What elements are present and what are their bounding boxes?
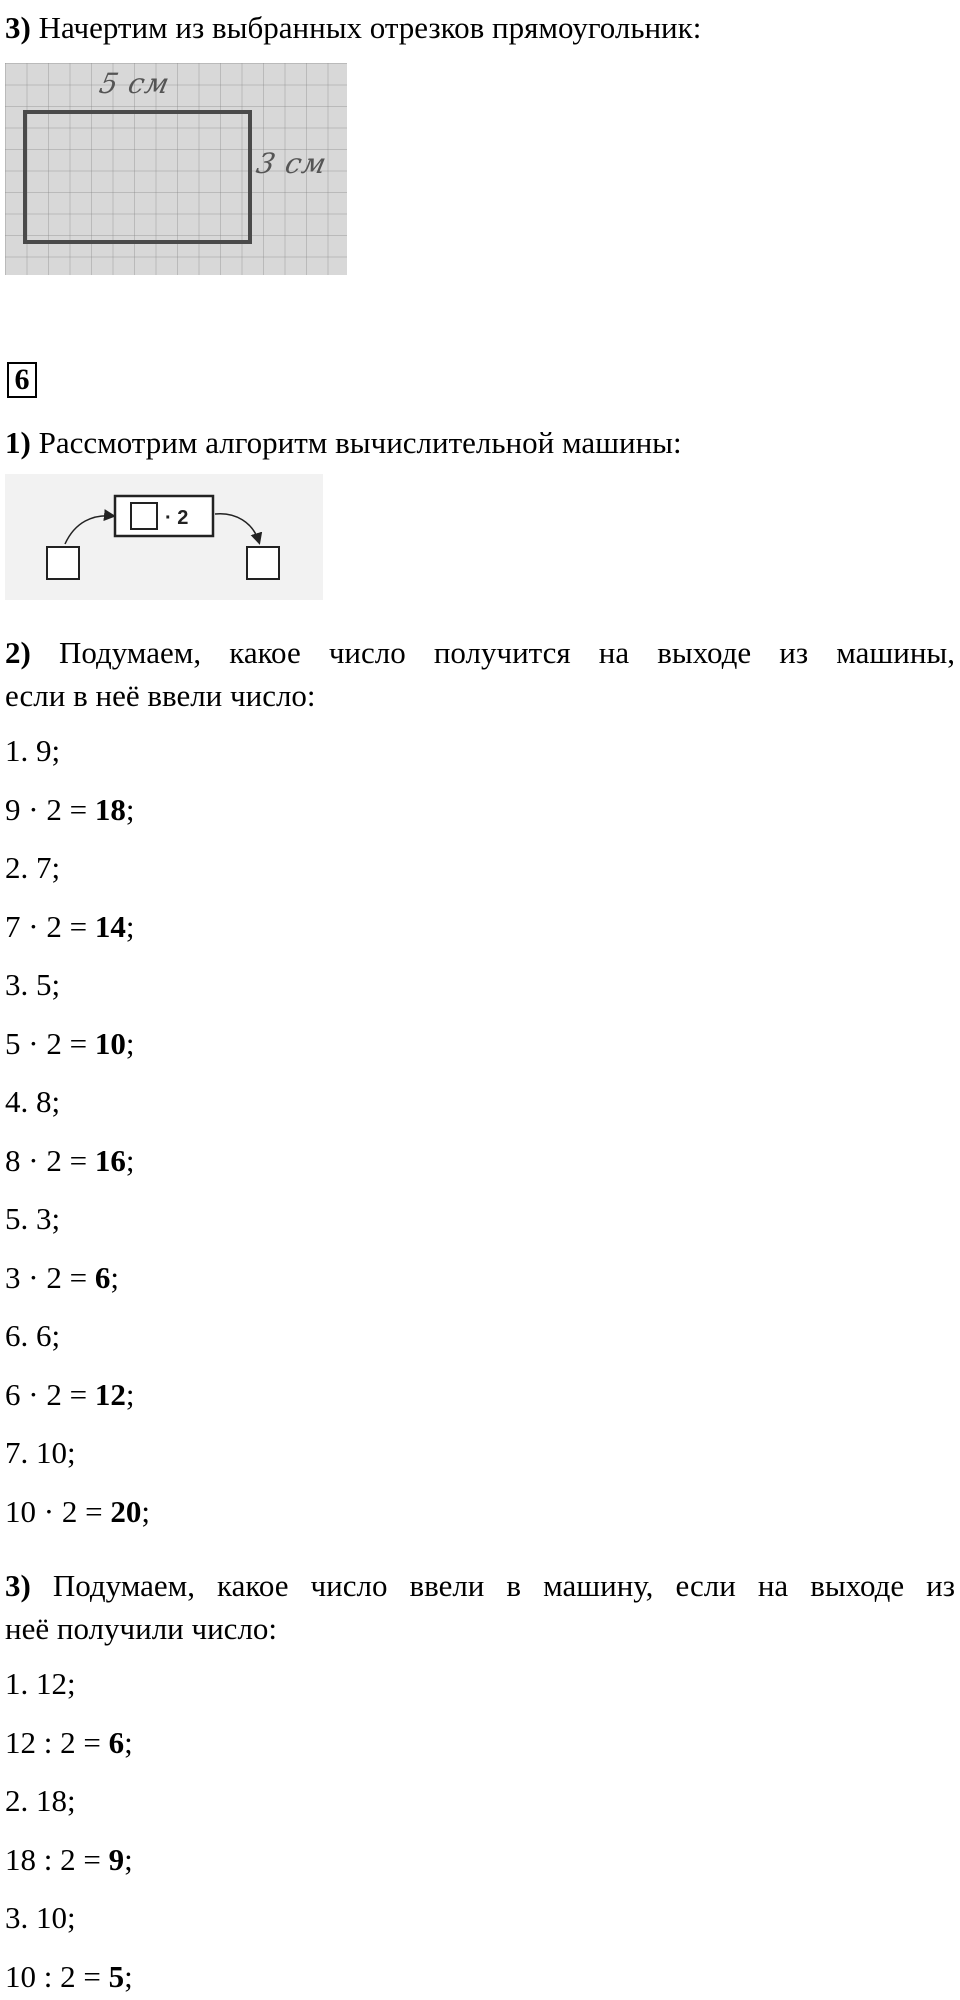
equation-result: 12	[94, 1376, 126, 1412]
machine-operator: · 2	[165, 507, 189, 529]
equation-result: 16	[94, 1142, 126, 1178]
machine-box	[115, 496, 213, 536]
item-number: 1)	[5, 425, 31, 460]
equation-result: 6	[94, 1259, 111, 1295]
rect-length-label: 5 см	[96, 67, 174, 100]
equation-result: 18	[94, 791, 126, 827]
equation-expression: 7 · 2 =	[5, 908, 95, 944]
rect-width-label: 3 см	[253, 147, 331, 180]
equation-expression: 5 · 2 =	[5, 1025, 95, 1061]
equation-result: 20	[110, 1493, 142, 1529]
machine-svg	[5, 474, 323, 600]
equation-line	[5, 1259, 119, 1295]
equation-expression: 9 · 2 =	[5, 791, 95, 827]
equation-line	[5, 791, 135, 827]
equation-result: 10	[94, 1025, 126, 1061]
part-3-heading-line-1	[5, 1570, 955, 1601]
equation-end: ;	[124, 1958, 133, 1994]
equation-line	[5, 1376, 135, 1412]
item-number: 3)	[5, 1568, 31, 1603]
equation-expression: 18 : 2 =	[5, 1841, 109, 1877]
equation-expression: 10 · 2 =	[5, 1493, 111, 1529]
equation-line	[5, 1025, 135, 1061]
section-3-intro	[5, 12, 701, 43]
equation-end: ;	[110, 1259, 119, 1295]
equation-result: 6	[108, 1724, 125, 1760]
equation-result: 9	[108, 1841, 125, 1877]
output-arrow	[215, 514, 259, 542]
part-2-text-line-1: Подумаем, какое число получится на выходе из машины,	[58, 635, 955, 670]
part-2-heading-line-2: если в неё ввели число:	[5, 678, 316, 713]
part-3-heading-line-2: неё получили число:	[5, 1611, 278, 1646]
part-2-heading-line-1	[5, 637, 955, 668]
part-3-text-line-1: Подумаем, какое число ввели в машину, если на выходе из	[52, 1568, 956, 1603]
intro-text: Начертим из выбранных отрезков прямоугольник:	[38, 10, 702, 45]
input-value-line: 7. 10;	[5, 1435, 76, 1470]
equation-end: ;	[125, 1142, 135, 1178]
equation-result: 5	[108, 1958, 125, 1994]
equation-result: 14	[94, 908, 126, 944]
input-value-line: 5. 3;	[5, 1201, 61, 1236]
output-box	[247, 547, 279, 579]
item-number: 2)	[5, 635, 31, 670]
part-1-text: Рассмотрим алгоритм вычислительной машины:	[38, 425, 682, 460]
input-arrow	[65, 516, 113, 544]
equation-line	[5, 1493, 150, 1529]
equation-end: ;	[125, 1025, 135, 1061]
machine-placeholder-square	[131, 503, 157, 529]
equation-line	[5, 908, 135, 944]
equation-expression: 10 : 2 =	[5, 1958, 109, 1994]
task-number-box: 6	[7, 362, 37, 398]
grid-paper-rectangle-image	[5, 63, 347, 275]
input-value-line: 2. 18;	[5, 1783, 76, 1818]
computing-machine-diagram	[5, 474, 323, 600]
equation-expression: 6 · 2 =	[5, 1376, 95, 1412]
equation-end: ;	[141, 1493, 150, 1529]
drawn-rectangle	[23, 110, 252, 244]
equation-end: ;	[124, 1841, 133, 1877]
equation-line	[5, 1142, 135, 1178]
equation-end: ;	[124, 1724, 133, 1760]
input-value-line: 3. 10;	[5, 1900, 76, 1935]
equation-end: ;	[125, 791, 135, 827]
equation-end: ;	[125, 908, 135, 944]
equation-line	[5, 1958, 133, 1994]
input-value-line: 3. 5;	[5, 967, 61, 1002]
equation-expression: 12 : 2 =	[5, 1724, 109, 1760]
input-value-line: 2. 7;	[5, 850, 61, 885]
input-value-line: 4. 8;	[5, 1084, 61, 1119]
input-value-line: 6. 6;	[5, 1318, 61, 1353]
input-value-line: 1. 12;	[5, 1666, 76, 1701]
equation-expression: 3 · 2 =	[5, 1259, 95, 1295]
equation-expression: 8 · 2 =	[5, 1142, 95, 1178]
input-box	[47, 547, 79, 579]
equation-line	[5, 1724, 133, 1760]
part-1-heading	[5, 427, 682, 458]
input-value-line: 1. 9;	[5, 733, 61, 768]
equation-end: ;	[125, 1376, 135, 1412]
equation-line	[5, 1841, 133, 1877]
item-number: 3)	[5, 10, 31, 45]
